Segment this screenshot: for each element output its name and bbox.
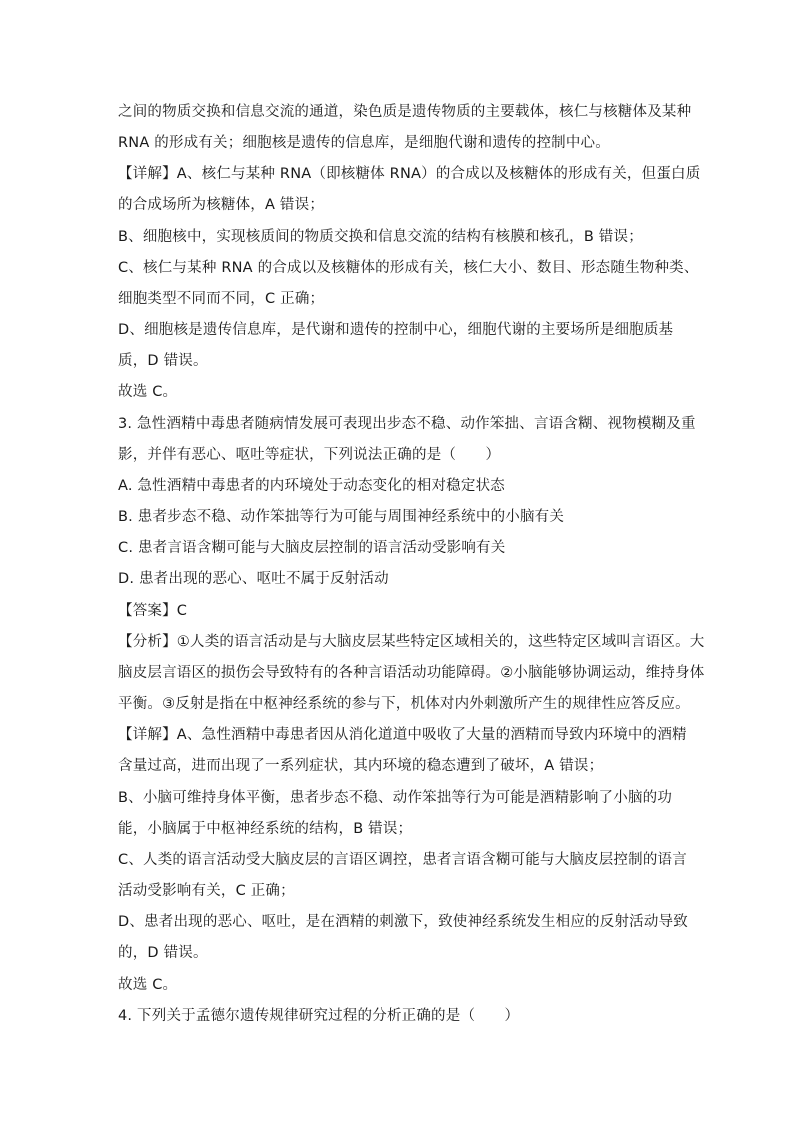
text-line: 的合成场所为核糖体，A 错误；: [118, 197, 325, 213]
option-a: A. 急性酒精中毒患者的内环境处于动态变化的相对稳定状态: [118, 478, 505, 494]
detail-line: B、小脑可维持身体平衡，患者步态不稳、动作笨拙等行为可能是酒精影响了小脑的功: [118, 790, 673, 806]
option-c: C. 患者言语含糊可能与大脑皮层控制的语言活动受影响有关: [118, 540, 506, 556]
text-line: 故选 C。: [118, 384, 178, 400]
text-line: RNA 的形成有关；细胞核是遗传的信息库，是细胞代谢和遗传的控制中心。: [118, 135, 610, 151]
analysis-line: 平衡。③反射是指在中枢神经系统的参与下，机体对内外刺激所产生的规律性应答反应。: [118, 696, 690, 712]
analysis-line: 【分析】①人类的语言活动是与大脑皮层某些特定区域相关的，这些特定区域叫言语区。大: [118, 634, 705, 650]
text-line: B、细胞核中，实现核质间的物质交换和信息交流的结构有核膜和核孔，B 错误；: [118, 229, 643, 245]
text-line: 故选 C。: [118, 977, 178, 993]
analysis-line: 脑皮层言语区的损伤会导致特有的各种言语活动功能障碍。②小脑能够协调运动，维持身体: [118, 665, 705, 681]
question-text: 4. 下列关于孟德尔遗传规律研究过程的分析正确的是（ ）: [118, 1008, 520, 1024]
question-text: 影，并伴有恶心、呕吐等症状，下列说法正确的是（ ）: [118, 447, 501, 463]
option-b: B. 患者步态不稳、动作笨拙等行为可能与周围神经系统中的小脑有关: [118, 509, 565, 525]
answer-line: 【答案】C: [118, 603, 188, 619]
text-line: 细胞类型不同而不同，C 正确；: [118, 291, 325, 307]
detail-line: 活动受影响有关，C 正确；: [118, 883, 295, 899]
text-line: D、细胞核是遗传信息库，是代谢和遗传的控制中心，细胞代谢的主要场所是细胞质基: [118, 322, 674, 338]
question-text: 3. 急性酒精中毒患者随病情发展可表现出步态不稳、动作笨拙、言语含糊、视物模糊及重: [118, 416, 696, 432]
detail-line: C、人类的语言活动受大脑皮层的言语区调控，患者言语含糊可能与大脑皮层控制的语言: [118, 852, 687, 868]
text-line: 【详解】A、核仁与某种 RNA（即核糖体 RNA）的合成以及核糖体的形成有关，但蛋白质: [118, 166, 701, 182]
detail-line: 能，小脑属于中枢神经系统的结构，B 错误；: [118, 821, 413, 837]
detail-line: 的，D 错误。: [118, 945, 208, 961]
detail-line: D、患者出现的恶心、呕吐，是在酒精的刺激下，致使神经系统发生相应的反射活动导致: [118, 914, 688, 930]
text-line: 之间的物质交换和信息交流的通道，染色质是遗传物质的主要载体，核仁与核糖体及某种: [118, 104, 692, 120]
detail-line: 【详解】A、急性酒精中毒患者因从消化道道中吸收了大量的酒精而导致内环境中的酒精: [118, 727, 687, 743]
text-line: 质，D 错误。: [118, 353, 208, 369]
option-d: D. 患者出现的恶心、呕吐不属于反射活动: [118, 571, 389, 587]
text-line: C、核仁与某种 RNA 的合成以及核糖体的形成有关，核仁大小、数目、形态随生物种类、: [118, 260, 699, 276]
detail-line: 含量过高，进而出现了一系列症状，其内环境的稳态遭到了破坏，A 错误；: [118, 758, 604, 774]
